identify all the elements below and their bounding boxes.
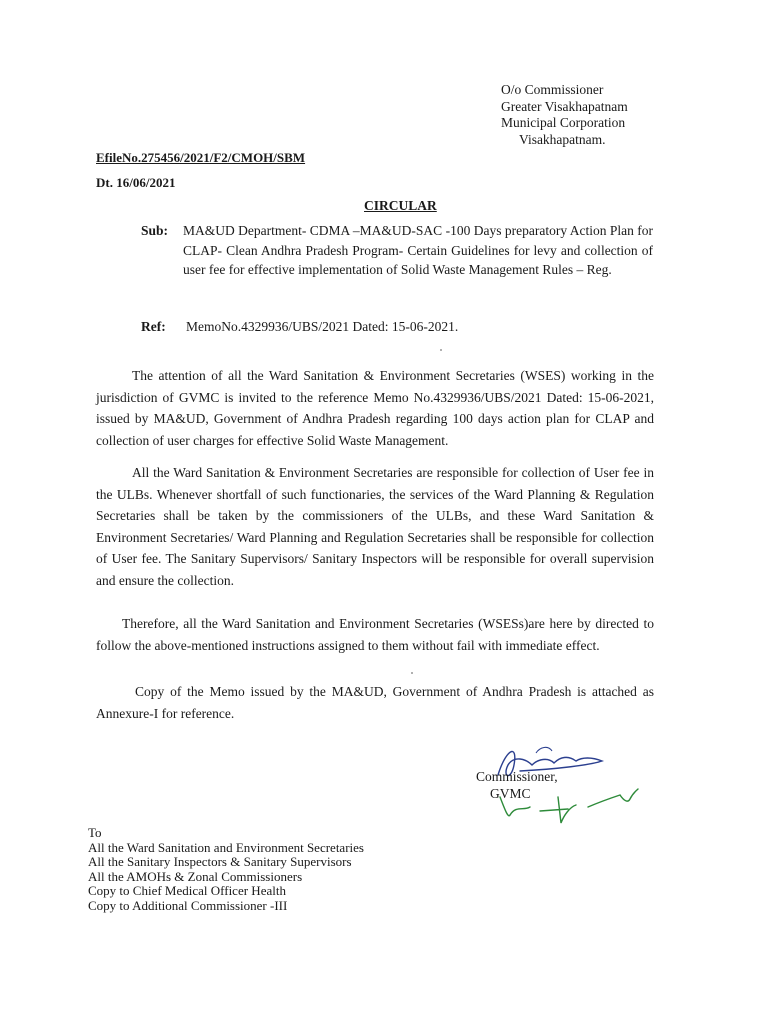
subject-text: MA&UD Department- CDMA –MA&UD-SAC -100 Days preparatory Action Plan for CLAP- Clean Andhra Pradesh Program- Certain Guidelines for levy and collection of user fee for effective implementation of Solid Waste Management Rules – Reg.	[183, 223, 653, 277]
recipient-item: All the Sanitary Inspectors & Sanitary Supervisors	[88, 854, 352, 869]
address-line: O/o Commissioner	[501, 82, 604, 97]
scan-speck	[411, 672, 413, 674]
office-address	[501, 82, 628, 148]
subject-block	[141, 221, 653, 280]
address-line: Municipal Corporation	[501, 115, 626, 130]
paragraph-annexure: Copy of the Memo issued by the MA&UD, Government of Andhra Pradesh is attached as Annexure-I for reference.	[96, 684, 654, 721]
address-line: Visakhapatnam.	[519, 131, 606, 147]
reference-text: MemoNo.4329936/UBS/2021 Dated: 15-06-2021.	[186, 319, 459, 334]
recipient-item: Copy to Chief Medical Officer Health	[88, 883, 286, 898]
to-label: To	[88, 825, 102, 840]
efile-number: EfileNo.275456/2021/F2/CMOH/SBM	[96, 150, 306, 165]
circular-title: CIRCULAR	[364, 198, 437, 213]
signatory-block	[476, 768, 558, 802]
paragraph-directive: Therefore, all the Ward Sanitation and Environment Secretaries (WSESs)are here by directed to follow the above-mentioned instructions assigned to them without fail with immediate effect.	[96, 616, 654, 653]
scan-speck	[440, 349, 442, 351]
address-line: Greater Visakhapatnam	[501, 98, 628, 114]
reference-label: Ref:	[141, 319, 166, 334]
recipient-item: All the AMOHs & Zonal Commissioners	[88, 868, 303, 884]
distribution-list	[88, 826, 364, 913]
recipient-item: Copy to Additional Commissioner -III	[88, 897, 288, 913]
document-date: Dt. 16/06/2021	[96, 175, 176, 190]
reference-block	[141, 319, 458, 335]
paragraph-attention: The attention of all the Ward Sanitation & Environment Secretaries (WSES) working in the jurisdiction of GVMC is invited to the reference Memo No.4329936/UBS/2021 Dated: 15-06-2021, issued by MA&UD, Government of Andhra Pradesh regarding 100 days action plan for CLAP and collection of user charges for effective Solid Waste Management.	[96, 368, 654, 448]
signatory-title: Commissioner,	[476, 769, 558, 784]
subject-label: Sub:	[141, 223, 169, 238]
paragraph-responsibility: All the Ward Sanitation & Environment Secretaries are responsible for collection of User fee in the ULBs. Whenever shortfall of such functionaries, the services of the Ward Planning & Regulation Secretaries shall be taken by the commissioners of the ULBs, and these Ward Sanitation & Environment Secretaries/ Ward Planning and Regulation Secretaries shall be responsible for collection of User fee. The Sanitary Supervisors/ Sanitary Inspectors will be responsible for overall supervision and ensure the collection.	[96, 465, 654, 588]
recipient-item: All the Ward Sanitation and Environment Secretaries	[88, 839, 364, 855]
signatory-org: GVMC	[490, 786, 531, 801]
